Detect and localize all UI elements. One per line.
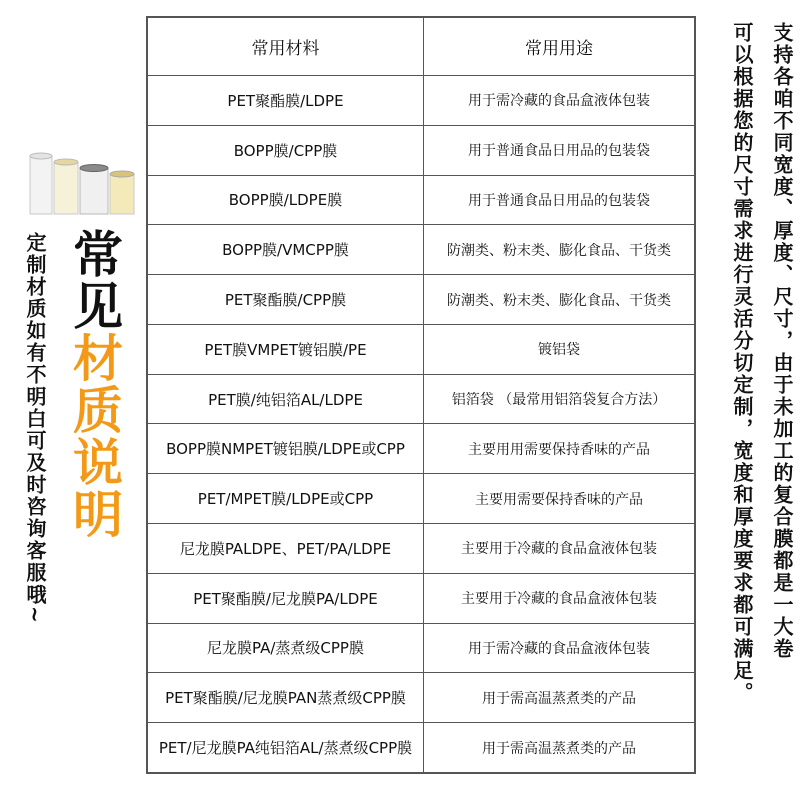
- usage-cell: 主要用需要保持香味的产品: [424, 474, 695, 524]
- title-part-black: 常见: [65, 228, 123, 332]
- table-header-row: [148, 18, 695, 76]
- material-cell: BOPP膜NMPET镀铝膜/LDPE或CPP: [148, 424, 424, 474]
- usage-cell: 镀铝袋: [424, 324, 695, 374]
- table-row: [148, 374, 695, 424]
- usage-cell: 防潮类、粉末类、膨化食品、干货类: [424, 275, 695, 325]
- material-cell: PET聚酯膜/尼龙膜PA/LDPE: [148, 573, 424, 623]
- left-note: 定制材质如有不明白可及时咨询客服哦~: [23, 232, 47, 625]
- usage-cell: 用于需冷藏的食品盒液体包装: [424, 76, 695, 126]
- material-cell: PET/MPET膜/LDPE或CPP: [148, 474, 424, 524]
- table-row: [148, 623, 695, 673]
- material-cell: BOPP膜/VMCPP膜: [148, 225, 424, 275]
- header-usage: 常用用途: [424, 18, 695, 76]
- table-row: [148, 76, 695, 126]
- material-cell: PET膜VMPET镀铝膜/PE: [148, 324, 424, 374]
- usage-cell: 主要用于冷藏的食品盒液体包装: [424, 573, 695, 623]
- right-note-column-2: 可以根据您的尺寸需求进行灵活分切定制，宽度和厚度要求都可满足。: [730, 22, 754, 704]
- page-title: [60, 228, 130, 540]
- table-row: [148, 175, 695, 225]
- usage-cell: 用于需高温蒸煮类的产品: [424, 673, 695, 723]
- material-cell: PET聚酯膜/CPP膜: [148, 275, 424, 325]
- right-note-column-1: 支持各咱不同宽度、厚度、尺寸，由于未加工的复合膜都是一大卷: [770, 22, 794, 660]
- table-row: [148, 125, 695, 175]
- header-material: 常用材料: [148, 18, 424, 76]
- table-row: [148, 275, 695, 325]
- usage-cell: 用于普通食品日用品的包装袋: [424, 175, 695, 225]
- material-cell: 尼龙膜PA/蒸煮级CPP膜: [148, 623, 424, 673]
- material-cell: BOPP膜/CPP膜: [148, 125, 424, 175]
- table-row: [148, 424, 695, 474]
- title-part-orange: 材质说明: [65, 332, 123, 540]
- material-cell: PET聚酯膜/LDPE: [148, 76, 424, 126]
- material-cell: 尼龙膜PALDPE、PET/PA/LDPE: [148, 524, 424, 574]
- table-row: [148, 723, 695, 773]
- table-row: [148, 524, 695, 574]
- material-cell: PET膜/纯铝箔AL/LDPE: [148, 374, 424, 424]
- usage-cell: 用于普通食品日用品的包装袋: [424, 125, 695, 175]
- table-row: [148, 474, 695, 524]
- material-cell: PET/尼龙膜PA纯铝箔AL/蒸煮级CPP膜: [148, 723, 424, 773]
- materials-table: [146, 16, 696, 774]
- material-cell: PET聚酯膜/尼龙膜PAN蒸煮级CPP膜: [148, 673, 424, 723]
- usage-cell: 主要用于冷藏的食品盒液体包装: [424, 524, 695, 574]
- table-row: [148, 324, 695, 374]
- usage-cell: 用于需高温蒸煮类的产品: [424, 723, 695, 773]
- usage-cell: 用于需冷藏的食品盒液体包装: [424, 623, 695, 673]
- table-row: [148, 573, 695, 623]
- film-rolls-image: [22, 150, 140, 220]
- usage-cell: 铝箔袋 （最常用铝箔袋复合方法）: [424, 374, 695, 424]
- usage-cell: 防潮类、粉末类、膨化食品、干货类: [424, 225, 695, 275]
- table-row: [148, 225, 695, 275]
- material-cell: BOPP膜/LDPE膜: [148, 175, 424, 225]
- usage-cell: 主要用用需要保持香味的产品: [424, 424, 695, 474]
- table-row: [148, 673, 695, 723]
